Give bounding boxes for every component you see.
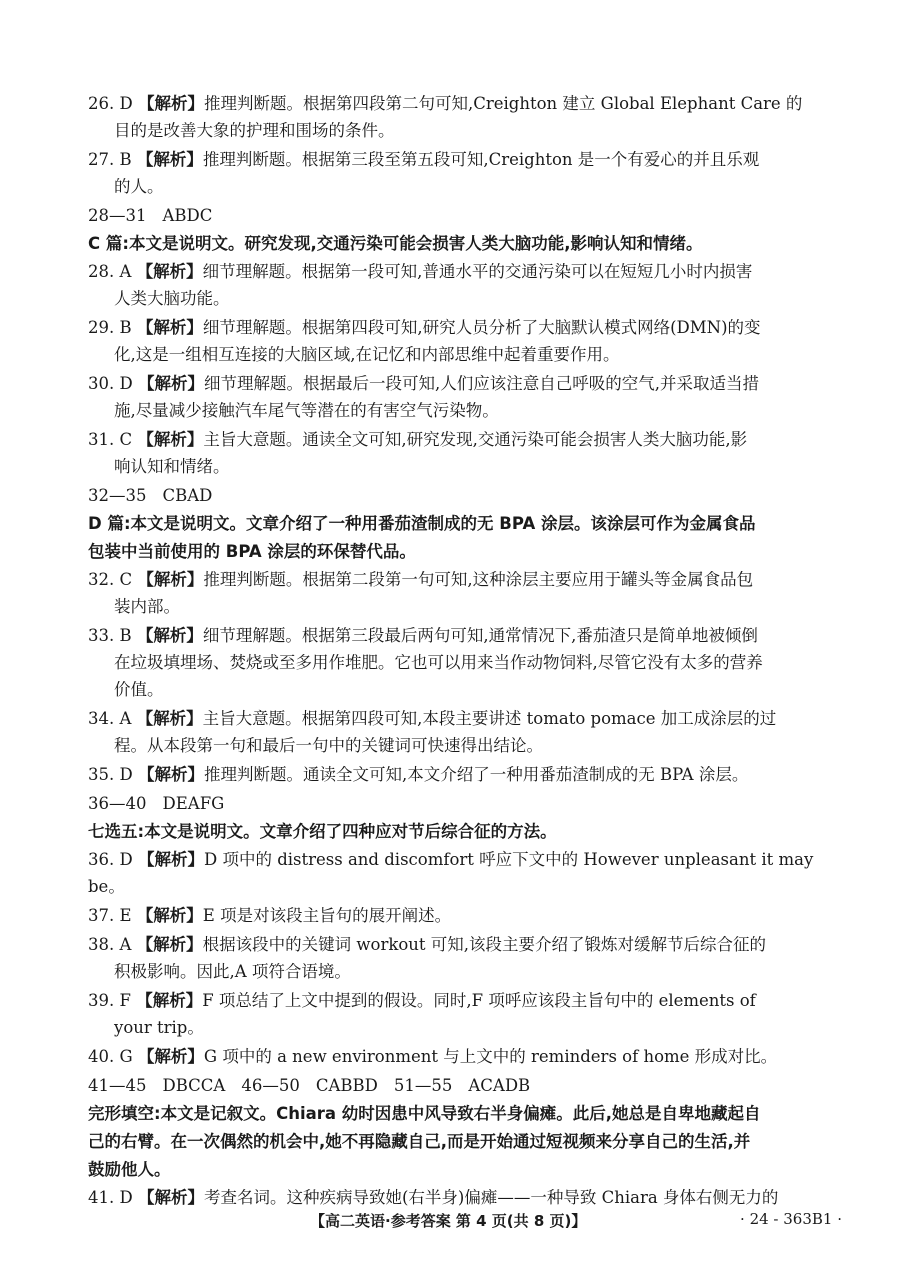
question-number: 37. E [88,906,132,925]
question-number: 31. C [88,430,133,449]
answer-range: 36—40 [88,794,147,813]
analysis-continuation: 化,这是一组相互连接的大脑区域,在记忆和内部思维中起着重要作用。 [114,345,620,364]
answer-first-line [88,370,830,397]
answer-letters: DBCCA [162,1076,226,1095]
answer-item [88,761,830,788]
analysis-text: F 项总结了上文中提到的假设。同时,F 项呼应该段主旨句中的 elements of [202,991,756,1010]
answer-content [88,90,830,1211]
answer-item [88,90,830,144]
answer-letters: CABBD [315,1076,378,1095]
analysis-text: 主旨大意题。根据第四段可知,本段主要讲述 tomato pomace 加工成涂层的过 [202,709,777,728]
analysis-tag: 【解析】 [137,1047,204,1066]
analysis-continuation: 响认知和情绪。 [114,457,230,476]
analysis-continuation: 价值。 [114,680,164,699]
passage-summary: 七选五:本文是说明文。文章介绍了四种应对节后综合征的方法。 [88,822,557,841]
answer-key-line [88,1072,830,1100]
analysis-continuation: 施,尽量减少接触汽车尾气等潜在的有害空气污染物。 [114,401,499,420]
answer-range: 28—31 [88,206,147,225]
answer-item [88,370,830,424]
question-number: 33. B [88,626,132,645]
answer-first-line [88,987,830,1014]
answer-first-line [88,846,830,900]
analysis-text: 细节理解题。根据第四段可知,研究人员分析了大脑默认模式网络(DMN)的变 [202,318,761,337]
page-footer [0,1210,900,1240]
passage-summary: 包装中当前使用的 BPA 涂层的环保替代品。 [88,542,416,561]
analysis-tag: 【解析】 [136,991,203,1010]
answer-first-line [88,761,830,788]
answer-key-line [88,202,830,230]
answer-letters: CBAD [162,486,213,505]
answer-first-line [88,426,830,453]
analysis-continuation: your trip。 [114,1018,204,1037]
answer-item [88,902,830,929]
answer-key-line [88,790,830,818]
answer-key-line [88,482,830,510]
passage-summary: 己的右臂。在一次偶然的机会中,她不再隐藏自己,而是开始通过短视频来分享自己的生活,并 [88,1132,751,1151]
question-number: 34. A [88,709,132,728]
analysis-text: 根据该段中的关键词 workout 可知,该段主要介绍了锻炼对缓解节后综合征的 [202,935,767,954]
answer-first-line [88,258,830,285]
question-number: 35. D [88,765,133,784]
answer-first-line [88,566,830,593]
answer-first-line [88,314,830,341]
analysis-tag: 【解析】 [137,1188,204,1207]
analysis-tag: 【解析】 [136,935,203,954]
answer-item [88,314,830,368]
answer-item [88,931,830,985]
answer-item [88,1184,830,1211]
question-number: 27. B [88,150,132,169]
answer-item [88,705,830,759]
question-number: 30. D [88,374,133,393]
answer-item [88,1043,830,1070]
analysis-tag: 【解析】 [136,318,203,337]
analysis-continuation: 程。从本段第一句和最后一句中的关键词可快速得出结论。 [114,736,543,755]
analysis-text: G 项中的 a new environment 与上文中的 reminders of home 形成对比。 [203,1047,778,1066]
answer-first-line [88,1184,830,1211]
answer-item [88,258,830,312]
answer-first-line [88,90,830,117]
question-number: 36. D [88,850,133,869]
question-number: 38. A [88,935,132,954]
answer-item [88,146,830,200]
analysis-text: 细节理解题。根据最后一段可知,人们应该注意自己呼吸的空气,并采取适当措 [203,374,759,393]
answer-item [88,426,830,480]
analysis-tag: 【解析】 [136,906,203,925]
answer-range: 32—35 [88,486,147,505]
question-number: 28. A [88,262,132,281]
answer-range: 46—50 [241,1076,300,1095]
analysis-tag: 【解析】 [136,626,203,645]
analysis-tag: 【解析】 [137,94,204,113]
analysis-continuation: 目的是改善大象的护理和围场的条件。 [114,121,395,140]
answer-first-line [88,902,830,929]
footer-title: 【高二英语·参考答案 第 4 页(共 8 页)】 [310,1212,587,1230]
analysis-text: D 项中的 distress and discomfort 呼应下文中的 However unpleasant it may be。 [88,850,814,896]
analysis-text: 推理判断题。根据第四段第二句可知,Creighton 建立 Global Elephant Care 的 [203,94,803,113]
question-number: 39. F [88,991,131,1010]
analysis-tag: 【解析】 [137,570,204,589]
analysis-continuation: 人类大脑功能。 [114,289,230,308]
analysis-continuation: 在垃圾填埋场、焚烧或至多用作堆肥。它也可以用来当作动物饲料,尽管它没有太多的营养 [114,653,763,672]
answer-item [88,622,830,703]
analysis-text: 主旨大意题。通读全文可知,研究发现,交通污染可能会损害人类大脑功能,影 [203,430,748,449]
answer-letters: DEAFG [162,794,225,813]
answer-first-line [88,1043,830,1070]
answer-first-line [88,931,830,958]
answer-item [88,566,830,620]
analysis-text: 细节理解题。根据第一段可知,普通水平的交通污染可以在短短几小时内损害 [202,262,753,281]
analysis-tag: 【解析】 [136,262,203,281]
question-number: 32. C [88,570,133,589]
analysis-tag: 【解析】 [136,150,203,169]
question-number: 41. D [88,1188,133,1207]
question-number: 29. B [88,318,132,337]
analysis-text: 推理判断题。根据第三段至第五段可知,Creighton 是一个有爱心的并且乐观 [202,150,760,169]
analysis-continuation: 积极影响。因此,A 项符合语境。 [114,962,351,981]
question-number: 26. D [88,94,133,113]
answer-letters: ACADB [468,1076,531,1095]
analysis-text: E 项是对该段主旨句的展开阐述。 [202,906,452,925]
analysis-continuation: 的人。 [114,177,164,196]
analysis-tag: 【解析】 [137,374,204,393]
answer-first-line [88,622,830,649]
analysis-text: 推理判断题。根据第二段第一句可知,这种涂层主要应用于罐头等金属食品包 [203,570,754,589]
passage-summary: 完形填空:本文是记叙文。Chiara 幼时因患中风导致右半身偏瘫。此后,她总是自卑地藏起自 [88,1104,761,1123]
passage-summary: C 篇:本文是说明文。研究发现,交通污染可能会损害人类大脑功能,影响认知和情绪。 [88,234,703,253]
analysis-text: 考查名词。这种疾病导致她(右半身)偏瘫——一种导致 Chiara 身体右侧无力的 [203,1188,779,1207]
analysis-tag: 【解析】 [137,430,204,449]
analysis-continuation: 装内部。 [114,597,180,616]
answer-item [88,987,830,1041]
answer-first-line [88,705,830,732]
passage-summary: D 篇:本文是说明文。文章介绍了一种用番茄渣制成的无 BPA 涂层。该涂层可作为金属食品 [88,514,756,533]
question-number: 40. G [88,1047,133,1066]
footer-code: · 24 - 363B1 · [740,1210,842,1228]
analysis-tag: 【解析】 [137,765,204,784]
analysis-tag: 【解析】 [136,709,203,728]
analysis-text: 推理判断题。通读全文可知,本文介绍了一种用番茄渣制成的无 BPA 涂层。 [203,765,749,784]
analysis-text: 细节理解题。根据第三段最后两句可知,通常情况下,番茄渣只是简单地被倾倒 [202,626,758,645]
answer-range: 51—55 [393,1076,453,1095]
passage-summary: 鼓励他人。 [88,1160,171,1179]
answer-item [88,846,830,900]
answer-first-line [88,146,830,173]
answer-letters: ABDC [162,206,213,225]
answer-range: 41—45 [88,1076,147,1095]
analysis-tag: 【解析】 [137,850,204,869]
